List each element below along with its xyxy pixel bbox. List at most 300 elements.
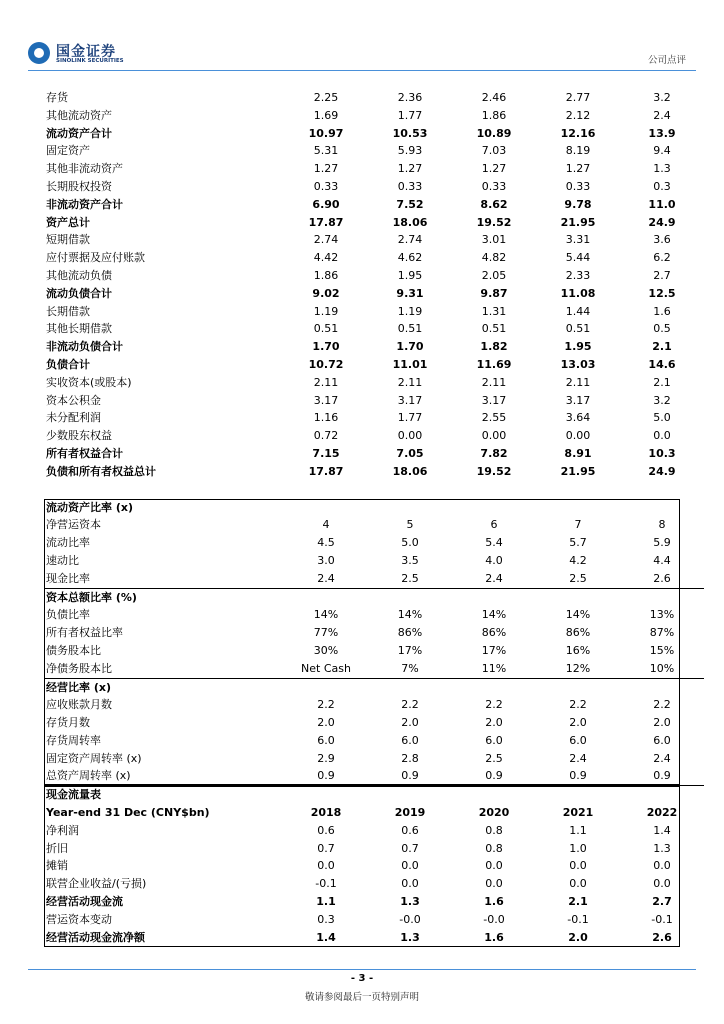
- value-cell: [620, 786, 704, 804]
- table-row: [44, 696, 704, 714]
- value-cell: 0.6: [317, 823, 335, 837]
- value-cell: 17.87: [308, 215, 344, 229]
- value-cell: 5.0: [653, 411, 671, 425]
- value-cell: 6.0: [485, 733, 503, 747]
- table-row: [44, 893, 704, 911]
- value-cell: 4.5: [317, 536, 335, 550]
- table-row: [44, 929, 704, 947]
- value-cell: 18.06: [392, 215, 428, 229]
- table-row: [44, 231, 704, 249]
- value-cell: 2.0: [317, 716, 335, 730]
- value-cell: 1.3: [400, 930, 420, 944]
- value-cell: 5.0: [401, 536, 419, 550]
- table-row: [44, 267, 704, 285]
- row-label: 净营运资本: [46, 518, 101, 532]
- value-cell: [452, 588, 536, 606]
- table-row: [44, 285, 704, 303]
- value-cell: 7%: [401, 661, 419, 675]
- table-row: [44, 678, 704, 696]
- value-cell: 4.4: [653, 553, 671, 567]
- row-label: 负债和所有者权益总计: [46, 464, 156, 478]
- value-cell: 87%: [649, 626, 675, 640]
- value-cell: 2021: [562, 806, 594, 820]
- value-cell: -0.1: [315, 877, 337, 891]
- value-cell: 0.0: [653, 429, 671, 443]
- table-row: [44, 767, 704, 785]
- value-cell: 2.6: [653, 571, 671, 585]
- value-cell: 14%: [397, 608, 423, 622]
- value-cell: 0.0: [317, 859, 335, 873]
- header-divider: [28, 70, 696, 71]
- value-cell: 1.0: [569, 841, 587, 855]
- value-cell: 2.5: [401, 571, 419, 585]
- value-cell: [368, 588, 452, 606]
- value-cell: 7.05: [396, 446, 424, 460]
- value-cell: 4.0: [485, 553, 503, 567]
- value-cell: 2.74: [313, 233, 339, 247]
- row-label: 现金比率: [46, 571, 90, 585]
- value-cell: 1.44: [565, 304, 591, 318]
- value-cell: 0.51: [565, 322, 591, 336]
- table-row: [44, 570, 704, 588]
- value-cell: 86%: [565, 626, 591, 640]
- value-cell: 2018: [310, 806, 342, 820]
- value-cell: 3.17: [481, 393, 507, 407]
- value-cell: 3.17: [565, 393, 591, 407]
- value-cell: 10.3: [648, 446, 676, 460]
- value-cell: 0.51: [481, 322, 507, 336]
- value-cell: 16%: [565, 643, 591, 657]
- value-cell: 2.11: [481, 375, 507, 389]
- value-cell: 6.90: [312, 197, 340, 211]
- row-label: 总资产周转率 (x): [46, 769, 131, 783]
- value-cell: 8.19: [565, 144, 591, 158]
- row-label: 应收账款月数: [46, 698, 112, 712]
- value-cell: 10.72: [308, 357, 344, 371]
- value-cell: 3.2: [653, 91, 671, 104]
- value-cell: 1.27: [397, 162, 423, 176]
- value-cell: 1.86: [481, 108, 507, 122]
- value-cell: 2.5: [569, 571, 587, 585]
- value-cell: 0.8: [485, 841, 503, 855]
- value-cell: 2.1: [653, 375, 671, 389]
- value-cell: 0.33: [565, 179, 591, 193]
- value-cell: 1.70: [312, 340, 340, 354]
- value-cell: [536, 499, 620, 517]
- value-cell: 2.4: [653, 751, 671, 765]
- table-row: [44, 214, 704, 232]
- value-cell: 19.52: [476, 215, 512, 229]
- value-cell: 1.6: [484, 895, 504, 909]
- value-cell: 0.3: [653, 179, 671, 193]
- row-label: 其他长期借款: [46, 322, 112, 336]
- value-cell: 1.6: [484, 930, 504, 944]
- value-cell: 4.42: [313, 251, 339, 265]
- value-cell: 2.8: [401, 751, 419, 765]
- value-cell: 3.01: [481, 233, 507, 247]
- value-cell: 1.4: [316, 930, 336, 944]
- value-cell: 9.02: [312, 286, 340, 300]
- value-cell: 0.33: [481, 179, 507, 193]
- value-cell: 1.3: [400, 895, 420, 909]
- table-row: [44, 516, 704, 534]
- value-cell: 2.2: [401, 698, 419, 712]
- table-row: [44, 125, 704, 143]
- row-label: 固定资产: [46, 144, 90, 158]
- table-row: [44, 534, 704, 552]
- value-cell: 2022: [646, 806, 678, 820]
- row-label: 实收资本(或股本): [46, 375, 132, 389]
- table-row: [44, 857, 704, 875]
- table-row: [44, 732, 704, 750]
- value-cell: [452, 678, 536, 696]
- table-row: [44, 374, 704, 392]
- footer-divider: [28, 969, 696, 970]
- table-row: [44, 320, 704, 338]
- value-cell: 5.93: [397, 144, 423, 158]
- value-cell: 1.3: [653, 162, 671, 176]
- table-row: [44, 196, 704, 214]
- value-cell: 2.2: [485, 698, 503, 712]
- value-cell: 2.11: [313, 375, 339, 389]
- value-cell: [284, 499, 368, 517]
- value-cell: 3.6: [653, 233, 671, 247]
- row-label: 折旧: [46, 841, 68, 855]
- value-cell: 3.17: [397, 393, 423, 407]
- value-cell: 2.4: [485, 571, 503, 585]
- value-cell: [452, 786, 536, 804]
- value-cell: [620, 499, 704, 517]
- value-cell: 9.31: [396, 286, 424, 300]
- row-label: 净利润: [46, 823, 79, 837]
- value-cell: 77%: [313, 626, 339, 640]
- value-cell: 2.77: [565, 91, 591, 104]
- row-label: 短期借款: [46, 233, 90, 247]
- value-cell: 2.36: [397, 91, 423, 104]
- value-cell: 1.1: [316, 895, 336, 909]
- value-cell: 1.69: [313, 108, 339, 122]
- table-row: [44, 427, 704, 445]
- row-label: 负债比率: [46, 608, 90, 622]
- table-row: [44, 499, 704, 517]
- value-cell: 7.52: [396, 197, 424, 211]
- value-cell: 1.77: [397, 108, 423, 122]
- value-cell: 2.12: [565, 108, 591, 122]
- value-cell: 12.5: [648, 286, 676, 300]
- value-cell: [368, 786, 452, 804]
- value-cell: 0.7: [317, 841, 335, 855]
- value-cell: 0.0: [569, 859, 587, 873]
- value-cell: 4.62: [397, 251, 423, 265]
- value-cell: 2.0: [401, 716, 419, 730]
- value-cell: [284, 678, 368, 696]
- value-cell: 12%: [565, 661, 591, 675]
- value-cell: 2.05: [481, 268, 507, 282]
- value-cell: 5.9: [653, 536, 671, 550]
- value-cell: 9.87: [480, 286, 508, 300]
- value-cell: 14%: [313, 608, 339, 622]
- row-label: 流动资产比率 (x): [46, 500, 133, 514]
- row-label: 资产总计: [46, 215, 90, 229]
- value-cell: [284, 588, 368, 606]
- value-cell: 0.9: [653, 769, 671, 783]
- table-row: [44, 463, 704, 481]
- value-cell: 21.95: [560, 215, 596, 229]
- value-cell: 1.27: [565, 162, 591, 176]
- table-row: [44, 624, 704, 642]
- row-label: 存货月数: [46, 716, 90, 730]
- table-row: [44, 660, 704, 678]
- value-cell: 11.08: [560, 286, 596, 300]
- row-label: 存货周转率: [46, 733, 101, 747]
- row-label: 联营企业收益/(亏损): [46, 877, 147, 891]
- value-cell: 30%: [313, 643, 339, 657]
- value-cell: 5.44: [565, 251, 591, 265]
- value-cell: 86%: [481, 626, 507, 640]
- row-label: 固定资产周转率 (x): [46, 751, 142, 765]
- table-row: [44, 392, 704, 410]
- value-cell: 11%: [481, 661, 507, 675]
- table-row: [44, 107, 704, 125]
- value-cell: 6.0: [569, 733, 587, 747]
- row-label: 非流动负债合计: [46, 340, 123, 354]
- value-cell: 14%: [481, 608, 507, 622]
- value-cell: [284, 786, 368, 804]
- row-label: 营运资本变动: [46, 912, 112, 926]
- value-cell: 11.69: [476, 357, 512, 371]
- value-cell: [368, 678, 452, 696]
- value-cell: 3.2: [653, 393, 671, 407]
- table-row: [44, 445, 704, 463]
- value-cell: 2.25: [313, 91, 339, 104]
- value-cell: [536, 588, 620, 606]
- value-cell: 10.53: [392, 126, 428, 140]
- value-cell: [620, 678, 704, 696]
- value-cell: [452, 499, 536, 517]
- value-cell: 11.01: [392, 357, 428, 371]
- value-cell: 0.9: [569, 769, 587, 783]
- row-label: 未分配利润: [46, 411, 101, 425]
- value-cell: 0.33: [313, 179, 339, 193]
- value-cell: 1.27: [481, 162, 507, 176]
- value-cell: -0.0: [399, 912, 421, 926]
- value-cell: 13.03: [560, 357, 596, 371]
- value-cell: 2.33: [565, 268, 591, 282]
- value-cell: 3.64: [565, 411, 591, 425]
- value-cell: 15%: [649, 643, 675, 657]
- value-cell: 0.0: [401, 877, 419, 891]
- value-cell: 2.6: [652, 930, 672, 944]
- value-cell: 19.52: [476, 464, 512, 478]
- value-cell: 2.1: [652, 340, 672, 354]
- value-cell: 2.55: [481, 411, 507, 425]
- value-cell: 4.82: [481, 251, 507, 265]
- value-cell: 0.00: [397, 429, 423, 443]
- value-cell: 8.91: [564, 446, 592, 460]
- value-cell: [536, 786, 620, 804]
- value-cell: 1.31: [481, 304, 507, 318]
- logo-circle-icon: [28, 42, 50, 64]
- spacer-cell: [44, 481, 704, 499]
- value-cell: 9.78: [564, 197, 592, 211]
- value-cell: [536, 678, 620, 696]
- value-cell: 3.31: [565, 233, 591, 247]
- value-cell: 1.19: [397, 304, 423, 318]
- row-label: 流动比率: [46, 536, 90, 550]
- value-cell: 0.0: [485, 859, 503, 873]
- table-row: [44, 338, 704, 356]
- value-cell: 0.9: [401, 769, 419, 783]
- row-label: 长期股权投资: [46, 179, 112, 193]
- value-cell: 0.51: [313, 322, 339, 336]
- value-cell: 7.15: [312, 446, 340, 460]
- value-cell: 17%: [397, 643, 423, 657]
- row-label: 所有者权益比率: [46, 626, 123, 640]
- value-cell: 13%: [649, 608, 675, 622]
- value-cell: 2.7: [652, 895, 672, 909]
- value-cell: 3.17: [313, 393, 339, 407]
- value-cell: 10%: [649, 661, 675, 675]
- value-cell: 0.00: [481, 429, 507, 443]
- table-row: [44, 875, 704, 893]
- value-cell: 0.00: [565, 429, 591, 443]
- value-cell: 7: [574, 518, 582, 532]
- value-cell: 14%: [565, 608, 591, 622]
- value-cell: 0.0: [569, 877, 587, 891]
- disclaimer-text: 敬请参阅最后一页特别声明: [304, 992, 419, 1003]
- value-cell: 9.4: [653, 144, 671, 158]
- value-cell: 2019: [394, 806, 426, 820]
- value-cell: 13.9: [648, 126, 676, 140]
- table-row: [44, 911, 704, 929]
- value-cell: 6: [490, 518, 498, 532]
- page-number: - 3 -: [350, 973, 374, 984]
- value-cell: 0.3: [317, 912, 335, 926]
- value-cell: 1.6: [653, 304, 671, 318]
- table-row: [44, 714, 704, 732]
- value-cell: [368, 499, 452, 517]
- value-cell: 2.1: [568, 895, 588, 909]
- table-row: [44, 160, 704, 178]
- value-cell: 1.1: [569, 823, 587, 837]
- value-cell: 1.27: [313, 162, 339, 176]
- table-row: [44, 178, 704, 196]
- value-cell: 6.0: [653, 733, 671, 747]
- value-cell: 3.5: [401, 553, 419, 567]
- table-row: [44, 822, 704, 840]
- value-cell: 3.0: [317, 553, 335, 567]
- value-cell: 0.6: [401, 823, 419, 837]
- value-cell: 2.4: [653, 108, 671, 122]
- value-cell: -0.1: [651, 912, 673, 926]
- value-cell: 2020: [478, 806, 510, 820]
- document-type: 公司点评: [647, 55, 686, 66]
- value-cell: 8: [658, 518, 666, 532]
- value-cell: 2.2: [569, 698, 587, 712]
- value-cell: 14.6: [648, 357, 676, 371]
- value-cell: 7.03: [481, 144, 507, 158]
- value-cell: 4.2: [569, 553, 587, 567]
- value-cell: 6.2: [653, 251, 671, 265]
- table-row: [44, 303, 704, 321]
- row-label: 速动比: [46, 553, 79, 567]
- value-cell: 2.9: [317, 751, 335, 765]
- value-cell: 2.74: [397, 233, 423, 247]
- row-label: 流动资产合计: [46, 126, 112, 140]
- value-cell: 4: [322, 518, 330, 532]
- row-label: 债务股本比: [46, 643, 101, 657]
- row-label: 净债务股本比: [46, 661, 112, 675]
- row-label: 现金流量表: [44, 786, 284, 804]
- table-row: [44, 249, 704, 267]
- value-cell: 12.16: [560, 126, 596, 140]
- value-cell: 2.11: [565, 375, 591, 389]
- value-cell: 0.7: [401, 841, 419, 855]
- value-cell: 24.9: [648, 215, 676, 229]
- value-cell: 1.95: [564, 340, 592, 354]
- value-cell: 1.3: [653, 841, 671, 855]
- value-cell: 0.0: [653, 877, 671, 891]
- value-cell: 17.87: [308, 464, 344, 478]
- value-cell: 2.2: [653, 698, 671, 712]
- value-cell: 8.62: [480, 197, 508, 211]
- row-label: 所有者权益合计: [46, 446, 123, 460]
- value-cell: 2.7: [653, 268, 671, 282]
- value-cell: 1.82: [480, 340, 508, 354]
- value-cell: 0.5: [653, 322, 671, 336]
- value-cell: -0.1: [567, 912, 589, 926]
- value-cell: 2.2: [317, 698, 335, 712]
- company-logo: [28, 42, 132, 68]
- value-cell: 5.31: [313, 144, 339, 158]
- value-cell: -0.0: [483, 912, 505, 926]
- value-cell: 1.77: [397, 411, 423, 425]
- table-row: [44, 356, 704, 374]
- financial-table: [44, 89, 704, 946]
- value-cell: 1.19: [313, 304, 339, 318]
- row-label: 存货: [46, 91, 68, 104]
- value-cell: 0.0: [485, 877, 503, 891]
- row-label: 流动负债合计: [46, 286, 112, 300]
- row-label: 非流动资产合计: [46, 197, 123, 211]
- value-cell: 1.95: [397, 268, 423, 282]
- table-row: [44, 89, 704, 107]
- table-row: [44, 606, 704, 624]
- table-row: [44, 786, 704, 804]
- logo-english-name: SINOLINK SECURITIES: [56, 58, 124, 64]
- value-cell: 5.7: [569, 536, 587, 550]
- row-label: 摊销: [46, 859, 68, 873]
- page-header: [0, 0, 724, 72]
- row-label: 其他流动资产: [46, 108, 112, 122]
- table-row: [44, 409, 704, 427]
- value-cell: 17%: [481, 643, 507, 657]
- spacer-row: [44, 481, 704, 499]
- value-cell: 0.0: [401, 859, 419, 873]
- value-cell: 0.72: [313, 429, 339, 443]
- row-label: 资本公积金: [46, 393, 101, 407]
- value-cell: 0.9: [317, 769, 335, 783]
- value-cell: 10.97: [308, 126, 344, 140]
- value-cell: 0.33: [397, 179, 423, 193]
- value-cell: 0.0: [653, 859, 671, 873]
- value-cell: 1.86: [313, 268, 339, 282]
- table-row: [44, 750, 704, 768]
- table-row: [44, 840, 704, 858]
- table-row: [44, 642, 704, 660]
- value-cell: 7.82: [480, 446, 508, 460]
- row-label: Year-end 31 Dec (CNY$bn): [46, 806, 210, 820]
